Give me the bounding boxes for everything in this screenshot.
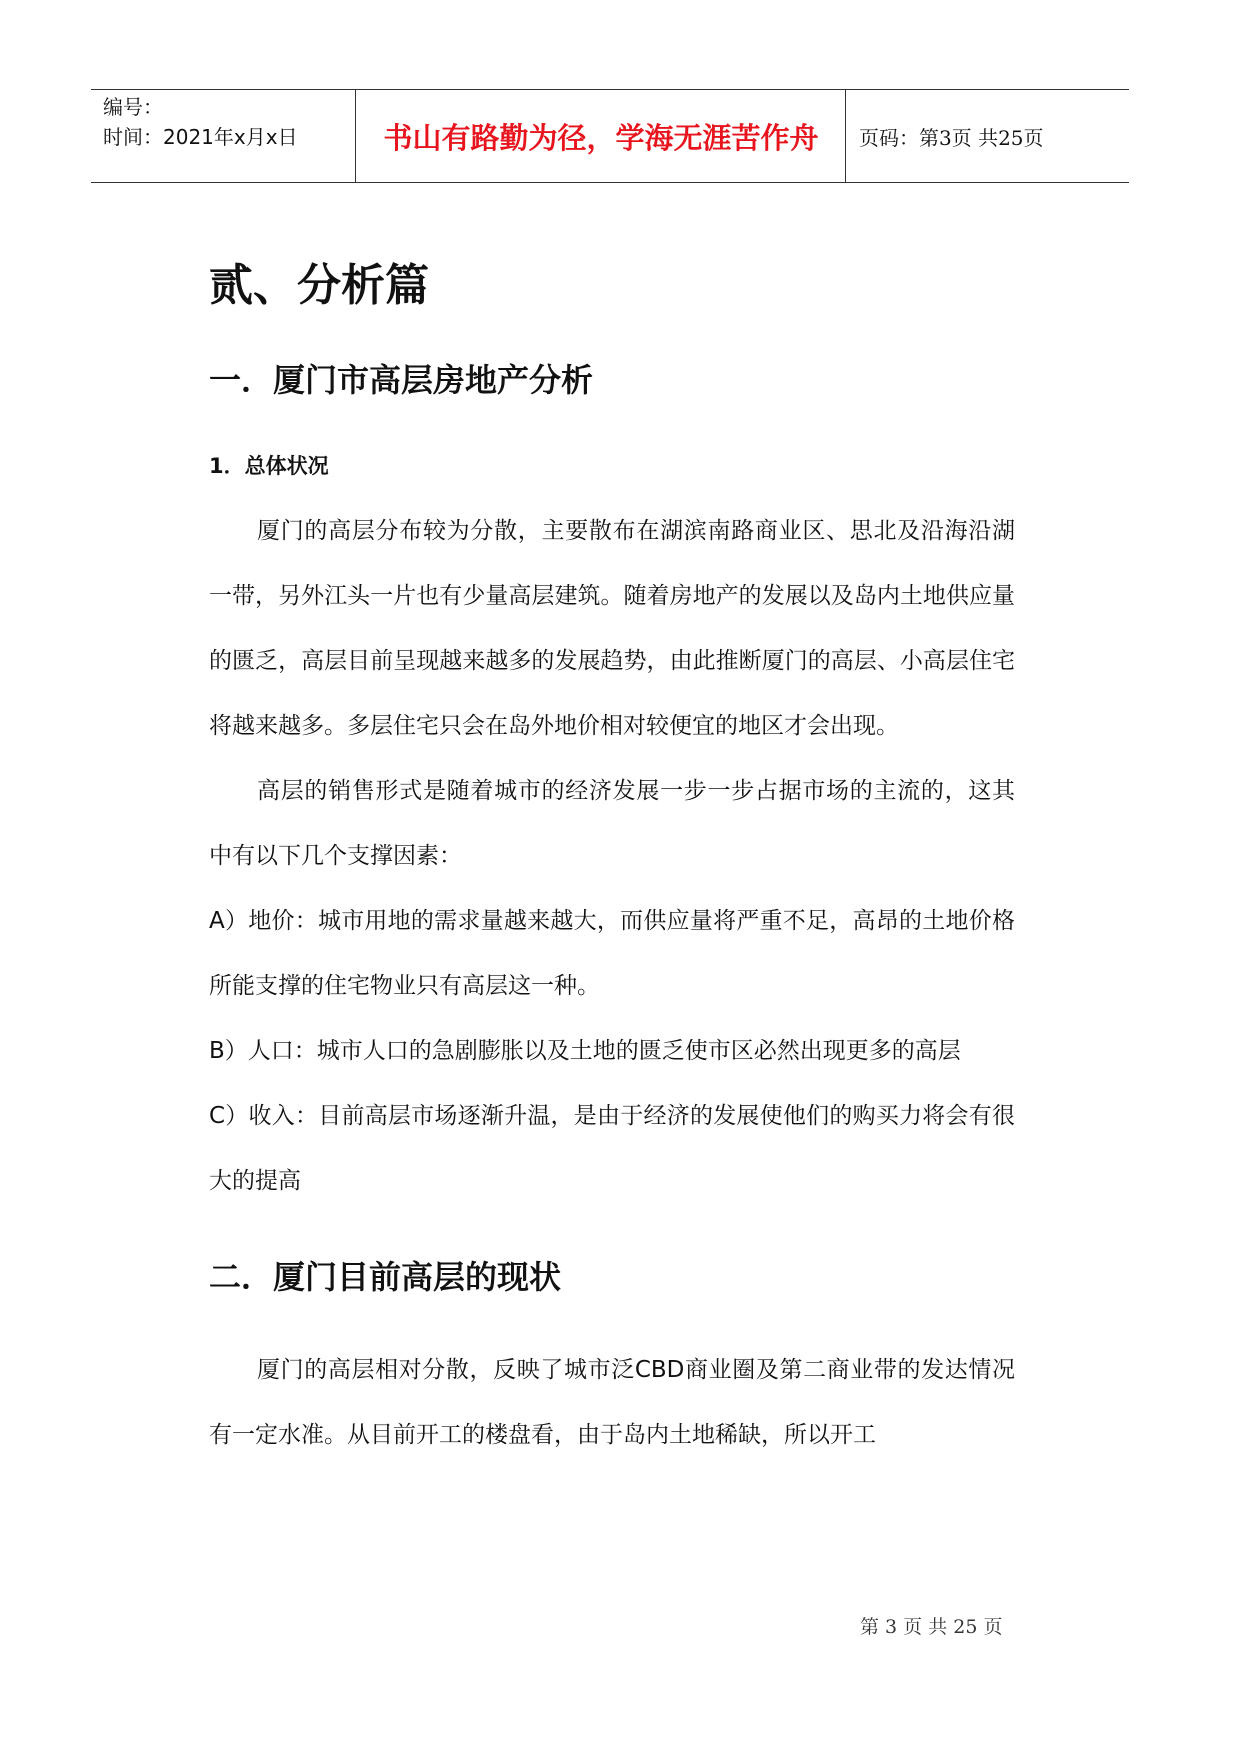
paragraph-overview: 厦门的高层分布较为分散，主要散布在湖滨南路商业区、思北及沿海沿湖一带，另外江头一片也有少量高层建筑。随着房地产的发展以及岛内土地供应量的匮乏，高层目前呈现越来越多的发展趋势，由此推断厦门的高层、小高层住宅将越来越多。多层住宅只会在岛外地价相对较便宜的地区才会出现。 bbox=[209, 518, 1015, 739]
page-header bbox=[91, 89, 1129, 183]
factor-item-population: B）人口：城市人口的急剧膨胀以及土地的匮乏使市区必然出现更多的高层 bbox=[209, 1038, 961, 1064]
header-page-info: 页码：第3页 共25页 bbox=[859, 125, 1044, 150]
paragraph-sales-form: 高层的销售形式是随着城市的经济发展一步一步占据市场的主流的，这其中有以下几个支撑因素： bbox=[209, 778, 1015, 869]
section-heading-2: 二．厦门目前高层的现状 bbox=[209, 1258, 562, 1296]
header-divider-left bbox=[355, 90, 356, 182]
factor-item-land-price: A）地价：城市用地的需求量越来越大，而供应量将严重不足，高昂的土地价格所能支撑的住宅物业只有高层这一种。 bbox=[209, 908, 1015, 999]
header-motto: 书山有路勤为径，学海无涯苦作舟 bbox=[383, 120, 819, 155]
section-heading-1: 一．厦门市高层房地产分析 bbox=[209, 361, 594, 399]
document-title: 贰、分析篇 bbox=[209, 260, 429, 311]
header-number-label: 编号： bbox=[103, 95, 163, 119]
page-footer-number: 第 3 页 共 25 页 bbox=[860, 1616, 1003, 1638]
header-meta bbox=[103, 92, 353, 152]
document-body bbox=[209, 248, 1015, 1468]
subsection-heading-1: 1．总体状况 bbox=[209, 454, 329, 478]
paragraph-current-status: 厦门的高层相对分散，反映了城市泛CBD商业圈及第二商业带的发达情况有一定水准。从目前开工的楼盘看，由于岛内土地稀缺，所以开工 bbox=[209, 1357, 1015, 1448]
header-time-label: 时间：2021年x月x日 bbox=[103, 125, 298, 149]
header-divider-right bbox=[845, 90, 846, 182]
factor-item-income: C）收入：目前高层市场逐渐升温，是由于经济的发展使他们的购买力将会有很大的提高 bbox=[209, 1103, 1015, 1194]
